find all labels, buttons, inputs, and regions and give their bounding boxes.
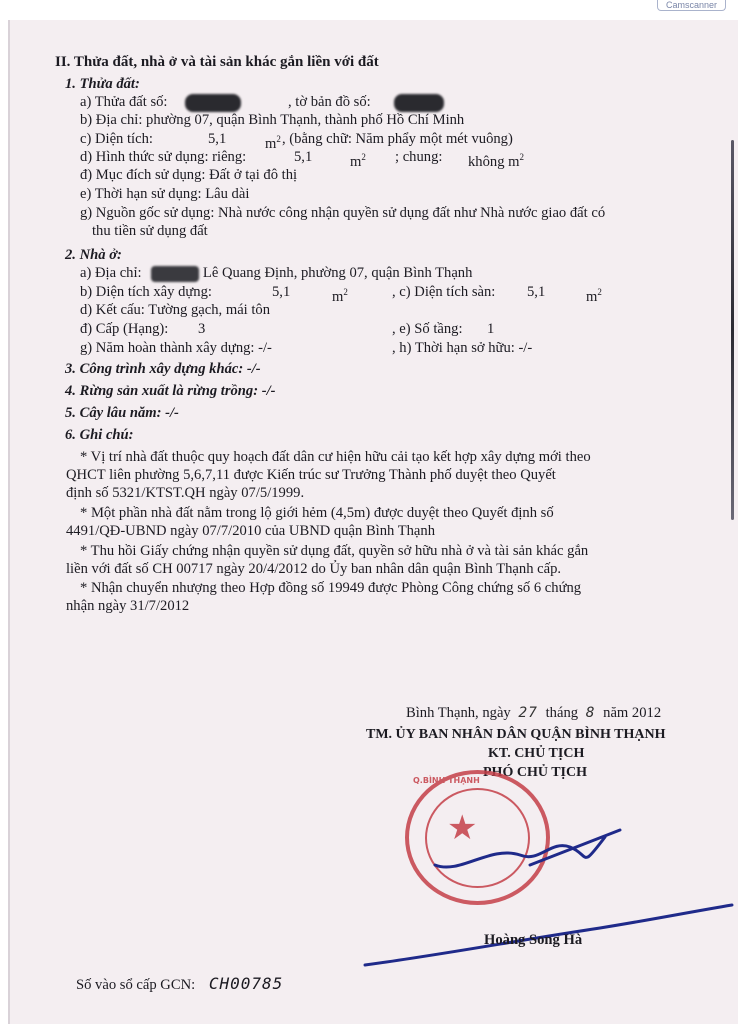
land-usage-unit (350, 148, 366, 171)
signature-scribble-icon (430, 825, 630, 885)
house-street: Lê Quang Định, phường 07, quận Bình Thạnh (202, 265, 473, 281)
scanner-watermark: Camscanner (657, 0, 726, 11)
house-floor-area-value: 5,1 (527, 284, 546, 300)
signing-date (406, 704, 661, 722)
unit-sup: 2 (361, 152, 366, 162)
seal-text: Q.BÌNH THẠNH (413, 776, 480, 785)
house-build-area-value: 5,1 (272, 284, 291, 300)
unit-m: m (350, 153, 362, 170)
land-usage-label: d) Hình thức sử dụng: riêng: (80, 149, 247, 165)
land-area-words: , (bằng chữ: Năm phẩy một mét vuông) (282, 131, 513, 147)
date-day: 27 (518, 704, 538, 721)
house-floors: 1 (487, 321, 495, 337)
gcn-register (76, 975, 283, 994)
note-line: * Một phần nhà đất nằm trong lộ giới hẻm (4,5m) được duyệt theo Quyết định số (80, 505, 554, 521)
unit-sup: 2 (519, 152, 524, 162)
house-floors-label: , e) Số tầng: (392, 321, 463, 337)
land-address: b) Địa chỉ: phường 07, quận Bình Thạnh, thành phố Hồ Chí Minh (80, 112, 465, 128)
land-heading: 1. Thửa đất: (65, 76, 140, 92)
seal-star-icon: ★ (447, 808, 478, 848)
house-build-area-unit (332, 283, 348, 306)
certificate-page (8, 20, 738, 1024)
house-address-label: a) Địa chỉ: (80, 265, 142, 281)
note-line: * Thu hồi Giấy chứng nhận quyền sử dụng đất, quyền sở hữu nhà ở và tài sản khác gắn (80, 543, 589, 559)
land-purpose: đ) Mục đích sử dụng: Đất ở tại đô thị (80, 167, 298, 183)
land-usage-common-label: ; chung: (395, 149, 443, 165)
house-floor-area-unit (586, 283, 602, 306)
note-line: định số 5321/KTST.QH ngày 07/5/1999. (66, 485, 305, 501)
note-line: nhận ngày 31/7/2012 (66, 598, 190, 614)
date-prefix: Bình Thạnh, ngày (406, 705, 511, 721)
common-value: không m (468, 153, 520, 170)
top-bar (0, 0, 750, 18)
house-grade-label: đ) Cấp (Hạng): (80, 321, 169, 337)
house-heading: 2. Nhà ở: (65, 247, 122, 263)
redacted-parcel (185, 94, 241, 112)
note-line: * Vị trí nhà đất thuộc quy hoạch đất dân cư hiện hữu cải tạo kết hợp xây dựng mới theo (80, 449, 591, 465)
house-structure: d) Kết cấu: Tường gạch, mái tôn (80, 302, 271, 318)
unit-sup: 2 (276, 134, 281, 144)
unit-m: m (586, 288, 598, 305)
date-year: năm 2012 (603, 705, 662, 721)
authority-title: TM. ỦY BAN NHÂN DÂN QUẬN BÌNH THẠNH (366, 727, 666, 742)
notes-heading: 6. Ghi chú: (65, 427, 134, 443)
land-usage-private: 5,1 (294, 149, 313, 165)
unit-m: m (265, 135, 277, 152)
unit-sup: 2 (343, 287, 348, 297)
land-area-value: 5,1 (208, 131, 227, 147)
page-edge-shadow (731, 140, 734, 520)
land-map-number (288, 93, 444, 112)
land-area-label: c) Diện tích: (80, 131, 153, 147)
land-origin-2: thu tiền sử dụng đất (92, 223, 208, 239)
house-ownership-term: , h) Thời hạn sở hữu: -/- (392, 340, 533, 356)
perennial-trees: 5. Cây lâu năm: -/- (65, 405, 179, 421)
note-line: liền với đất số CH 00717 ngày 20/4/2012 do Ủy ban nhân dân quận Bình Thạnh cấp. (66, 561, 562, 577)
section-title: II. Thửa đất, nhà ở và tài sản khác gắn liền với đất (55, 54, 379, 70)
house-grade: 3 (198, 321, 206, 337)
land-origin-1: g) Nguồn gốc sử dụng: Nhà nước công nhận quyền sử dụng đất như Nhà nước giao đất có (80, 205, 606, 221)
gcn-label: Số vào sổ cấp GCN: (76, 977, 196, 993)
kt-chairman: KT. CHỦ TỊCH (488, 746, 585, 761)
signer-name: Hoàng Song Hà (484, 932, 583, 948)
redacted-map (394, 94, 444, 112)
land-area-unit (265, 130, 281, 153)
parcel-label: a) Thửa đất số: (80, 94, 168, 110)
forest: 4. Rừng sản xuất là rừng trồng: -/- (65, 383, 276, 399)
land-usage-common (468, 148, 524, 171)
unit-sup: 2 (597, 287, 602, 297)
house-year: g) Năm hoàn thành xây dựng: -/- (80, 340, 272, 356)
map-label: , tờ bản đồ số: (288, 94, 371, 110)
house-floor-area-label: , c) Diện tích sàn: (392, 284, 496, 300)
vice-chairman: PHÓ CHỦ TỊCH (483, 765, 587, 780)
unit-m: m (332, 288, 344, 305)
date-month: 8 (585, 704, 596, 721)
redacted-house-number (151, 266, 199, 282)
house-address (80, 264, 472, 282)
month-label: tháng (545, 705, 579, 721)
house-build-area-label: b) Diện tích xây dựng: (80, 284, 212, 300)
land-parcel-number (80, 93, 241, 112)
note-line: * Nhận chuyển nhượng theo Hợp đồng số 19949 được Phòng Công chứng số 6 chứng (80, 580, 582, 596)
gcn-value: CH00785 (208, 974, 284, 993)
note-line: 4491/QĐ-UBND ngày 07/7/2010 của UBND quận Bình Thạnh (66, 523, 435, 539)
note-line: QHCT liên phường 5,6,7,11 được Kiến trúc sư Trưởng Thành phố duyệt theo Quyết (66, 467, 556, 483)
other-works: 3. Công trình xây dựng khác: -/- (65, 361, 261, 377)
land-term: e) Thời hạn sử dụng: Lâu dài (80, 186, 250, 202)
